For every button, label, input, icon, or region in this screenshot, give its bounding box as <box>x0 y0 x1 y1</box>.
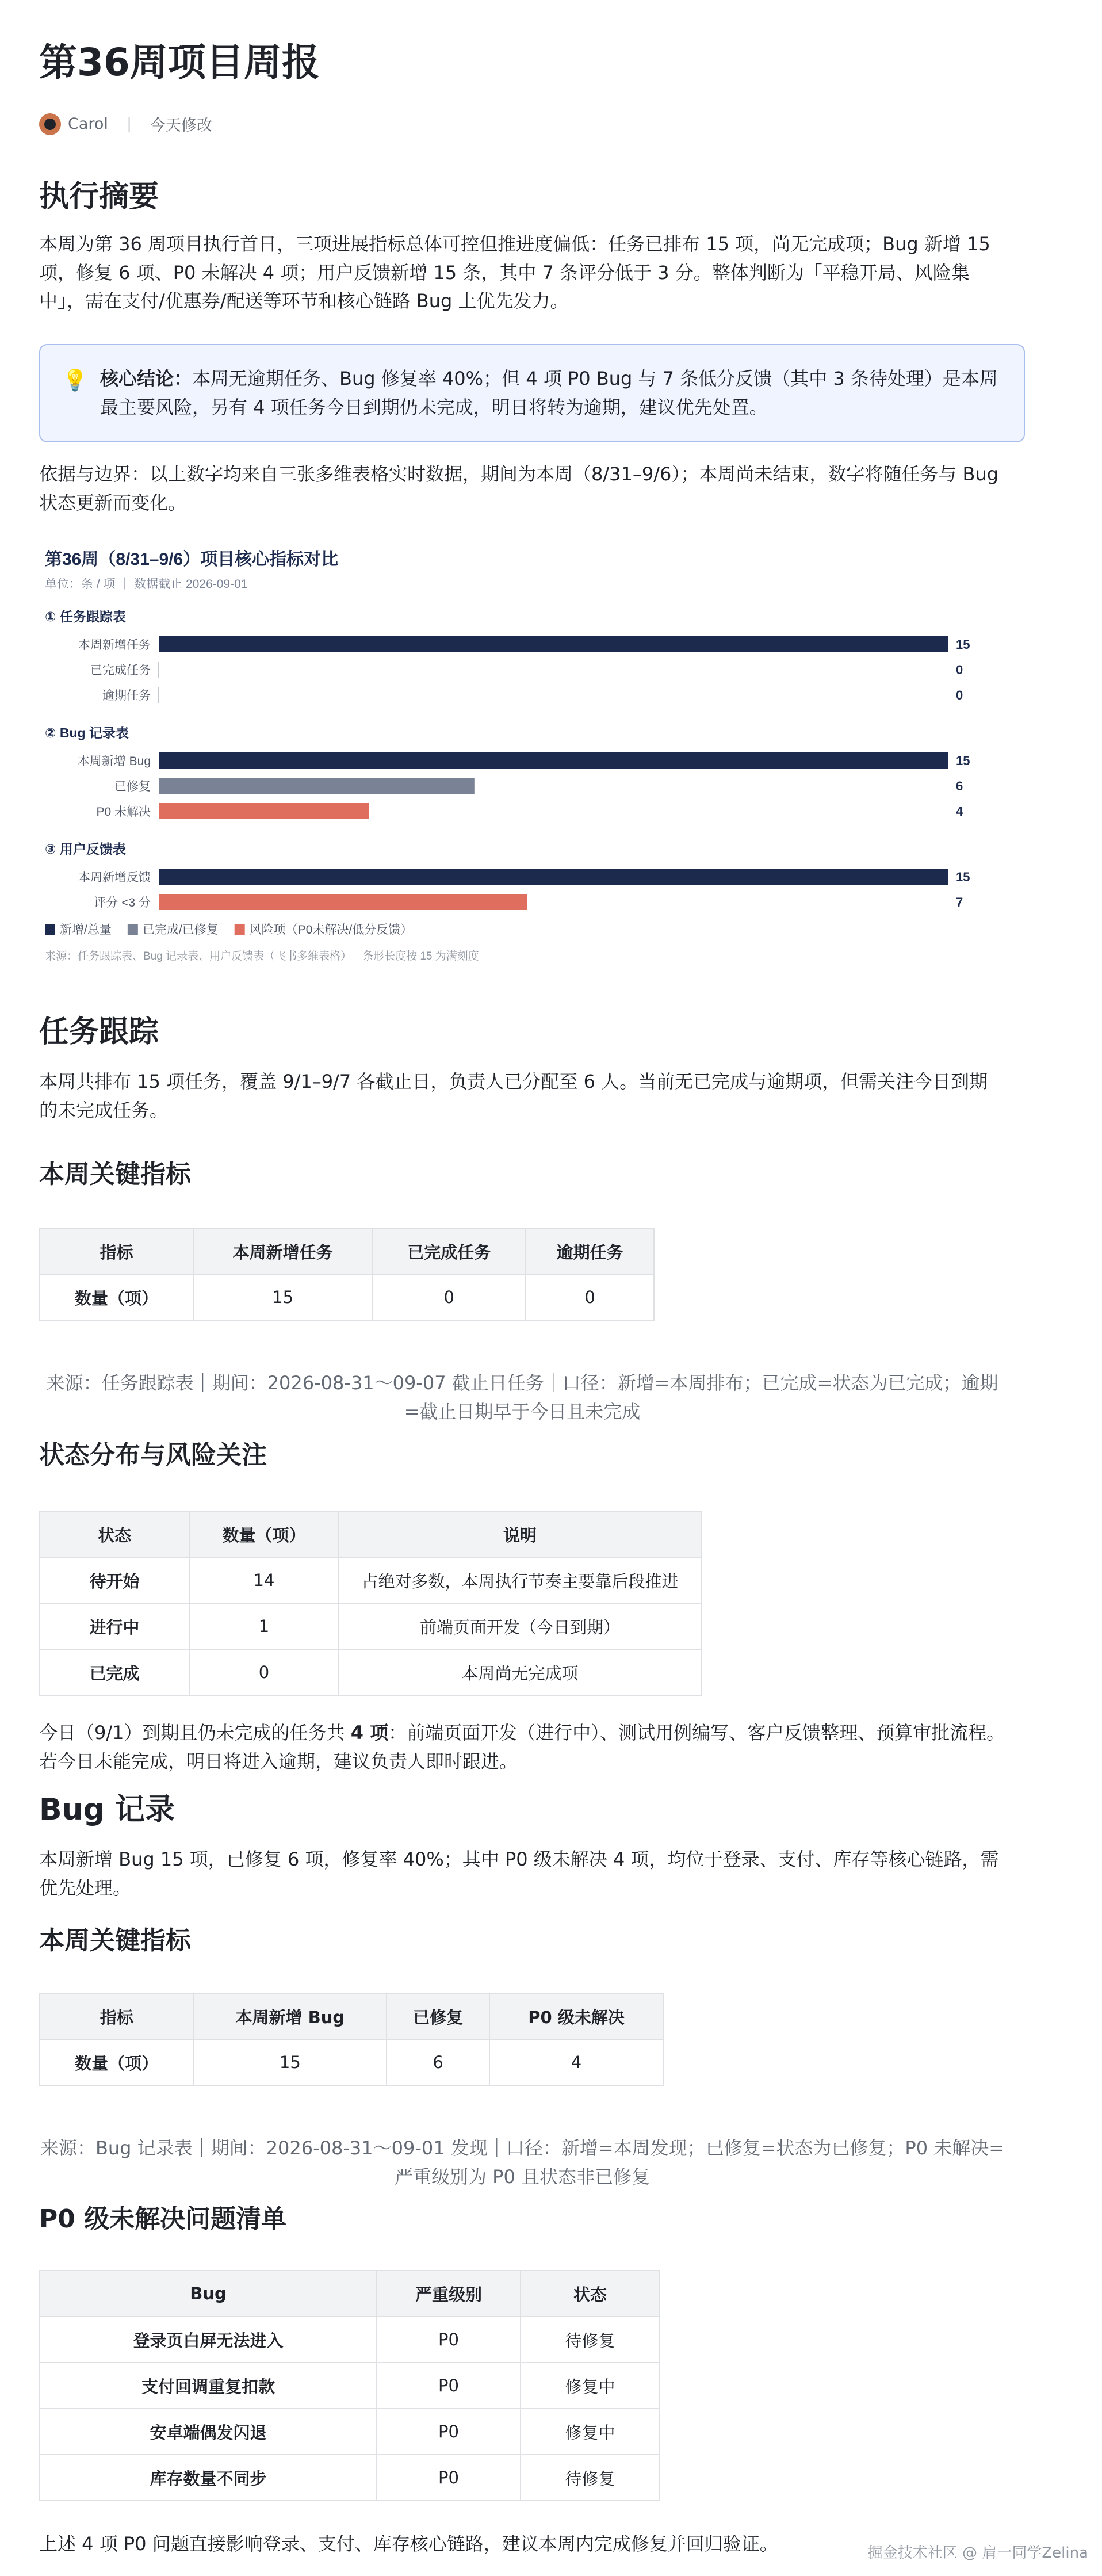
chart-category-label: P0 未解决 <box>96 805 151 819</box>
table-cell: 数量（项） <box>40 2039 194 2085</box>
chart-category-label: 已完成任务 <box>90 664 151 677</box>
table-header: 严重级别 <box>377 2271 521 2317</box>
tasks-source-note: 来源：任务跟踪表｜期间：2026-08-31～09-07 截止日任务｜口径：新增=本周排布；已完成=状态为已完成；逾期=截止日期早于今日且未完成 <box>46 1372 998 1423</box>
chart-legend-label: 风险项（P0未解决/低分反馈） <box>249 923 413 937</box>
chart-legend-label: 新增/总量 <box>60 923 112 937</box>
table-cell: 15 <box>193 1274 372 1320</box>
table-cell: 安卓端偶发闪退 <box>40 2409 377 2455</box>
table-row <box>40 2409 660 2455</box>
table-row <box>40 2455 660 2501</box>
table-cell: 进行中 <box>40 1603 189 1649</box>
table-cell: 登录页白屏无法进入 <box>40 2317 377 2363</box>
table-cell: P0 <box>377 2317 521 2363</box>
watermark: 掘金技术社区 @ 肩一同学Zelina <box>867 2544 1088 2562</box>
table-header-row <box>40 2271 660 2317</box>
table-row <box>40 2317 660 2363</box>
page-title: 第36周项目周报 <box>39 40 320 85</box>
chart-group-label: ① 任务跟踪表 <box>45 609 126 624</box>
table-cell: 待修复 <box>521 2455 660 2501</box>
section-heading-tasks: 任务跟踪 <box>39 1015 159 1049</box>
table-header: 本周新增任务 <box>193 1228 372 1274</box>
table-cell: 0 <box>189 1649 339 1695</box>
table-cell: P0 <box>377 2455 521 2501</box>
table-header: 状态 <box>521 2271 660 2317</box>
table-header: 说明 <box>339 1511 701 1557</box>
table-header-row <box>40 1228 654 1274</box>
chart-category-label: 本周新增任务 <box>78 639 151 652</box>
table-cell: 数量（项） <box>40 1274 193 1320</box>
chart-data-label: 0 <box>956 688 963 702</box>
chart-subtitle: 单位：条 / 项 ｜ 数据截止 2026-09-01 <box>45 578 248 591</box>
table-cell: 待开始 <box>40 1557 189 1603</box>
chart-category-label: 评分 <3 分 <box>94 896 151 909</box>
table-cell: 前端页面开发（今日到期） <box>339 1603 701 1649</box>
table-cell: P0 <box>377 2363 521 2409</box>
table-row <box>40 1557 701 1603</box>
bugs-intro: 本周新增 Bug 15 项，已修复 6 项，修复率 40%；其中 P0 级未解决 4 项，均位于登录、支付、库存等核心链路，需优先处理。 <box>39 1848 999 1899</box>
tasks-intro: 本周共排布 15 项任务，覆盖 9/1–9/7 各截止日，负责人已分配至 6 人。当前无已完成与逾期项，但需关注今日到期的未完成任务。 <box>39 1071 988 1121</box>
table-header: Bug <box>40 2271 377 2317</box>
table-cell: 0 <box>526 1274 654 1320</box>
callout-text: 本周无逾期任务、Bug 修复率 40%；但 4 项 P0 Bug 与 7 条低分反馈（其中 3 条待处理）是本周最主要风险，另有 4 项任务今日到期仍未完成，明日将转为逾期，建议优先处置。 <box>100 368 998 418</box>
chart-data-label: 15 <box>956 870 970 884</box>
table-row <box>40 2039 663 2085</box>
avatar[interactable] <box>39 113 61 135</box>
chart-title: 第36周（8/31–9/6）项目核心指标对比 <box>45 550 339 569</box>
chart-bar <box>159 803 369 819</box>
doc-meta <box>39 113 1005 135</box>
table-cell: 1 <box>189 1603 339 1649</box>
table-cell: 支付回调重复扣款 <box>40 2363 377 2409</box>
p0-bug-table <box>39 2270 660 2501</box>
modified-time: 今天修改 <box>150 117 213 135</box>
chart-bar <box>159 894 527 910</box>
chart-legend-swatch <box>45 924 55 935</box>
table-cell: 15 <box>194 2039 387 2085</box>
table-header-row <box>40 1511 701 1557</box>
table-cell: 本周尚无完成项 <box>339 1649 701 1695</box>
table-header-row <box>40 1993 663 2039</box>
due-today-paragraph <box>39 1719 1005 1776</box>
chart-bar <box>159 752 948 769</box>
section-heading-bugs: Bug 记录 <box>39 1793 175 1827</box>
table-cell: 修复中 <box>521 2363 660 2409</box>
chart-bar <box>159 778 475 794</box>
due-today-detail: ：前端页面开发（进行中）、测试用例编写、客户反馈整理、预算审批流程。若今日未能完成，明日将进入逾期，建议负责人即时跟进。 <box>39 1722 1005 1772</box>
chart-footnote: 来源：任务跟踪表、Bug 记录表、用户反馈表（飞书多维表格）｜条形长度按 15 为满刻度 <box>45 950 479 962</box>
chart-category-label: 本周新增 Bug <box>77 755 151 768</box>
table-cell: 占绝对多数，本周执行节奏主要靠后段推进 <box>339 1557 701 1603</box>
table-header: 逾期任务 <box>526 1228 654 1274</box>
chart-category-label: 已修复 <box>114 780 151 793</box>
chart-category-label: 逾期任务 <box>102 689 151 702</box>
bugs-source-note: 来源：Bug 记录表｜期间：2026-08-31～09-01 发现｜口径：新增=本周发现；已修复=状态为已修复；P0 未解决=严重级别为 P0 且状态非已修复 <box>40 2137 1005 2188</box>
table-cell: 库存数量不同步 <box>40 2455 377 2501</box>
due-today-prefix: 今日（9/1）到期且仍未完成的任务共 <box>39 1722 351 1744</box>
tasks-metrics-table <box>39 1228 655 1321</box>
chart-data-label: 0 <box>956 663 963 677</box>
table-header: P0 级未解决 <box>489 1993 663 2039</box>
table-cell: 已完成 <box>40 1649 189 1695</box>
author-name[interactable]: Carol <box>68 115 108 133</box>
chart-bar <box>159 869 948 885</box>
table-cell: 修复中 <box>521 2409 660 2455</box>
data-boundary-paragraph: 依据与边界：以上数字均来自三张多维表格实时数据，期间为本周（8/31–9/6）；本周尚未结束，数字将随任务与 Bug 状态更新而变化。 <box>39 463 999 514</box>
table-row <box>40 2363 660 2409</box>
summary-paragraph: 本周为第 36 周项目执行首日，三项进展指标总体可控但推进度偏低：任务已排布 15 项，尚无完成项；Bug 新增 15 项，修复 6 项、P0 未解决 4 项；用户反馈新增 15 条，其中 7 条评分低于 3 分。整体判断为「平稳开局、风险集中」，需在支付/优惠券/配送等环节和核心链路 Bug 上优先发力。 <box>39 233 990 312</box>
table-row <box>40 1603 701 1649</box>
chart-data-label: 7 <box>956 895 963 909</box>
table-cell: P0 <box>377 2409 521 2455</box>
key-conclusion-callout <box>39 344 1025 442</box>
table-header: 已修复 <box>387 1993 489 2039</box>
chart-data-label: 4 <box>956 804 963 819</box>
table-header: 数量（项） <box>189 1511 339 1557</box>
chart-group-label: ② Bug 记录表 <box>45 725 129 740</box>
bugs-metrics-table <box>39 1993 664 2086</box>
chart-data-label: 15 <box>956 754 970 768</box>
table-header: 本周新增 Bug <box>194 1993 387 2039</box>
table-header: 指标 <box>40 1993 194 2039</box>
table-header: 已完成任务 <box>372 1228 526 1274</box>
lightbulb-icon: 💡 <box>62 369 88 392</box>
table-cell: 4 <box>489 2039 663 2085</box>
meta-divider: | <box>126 115 132 133</box>
callout-label: 核心结论： <box>100 368 193 389</box>
table-row <box>40 1649 701 1695</box>
bugs-metrics-heading: 本周关键指标 <box>39 1926 191 1955</box>
section-heading-summary: 执行摘要 <box>39 179 159 214</box>
metrics-bar-chart <box>45 545 988 983</box>
chart-category-label: 本周新增反馈 <box>78 871 151 884</box>
p0-closing-paragraph: 上述 4 项 P0 问题直接影响登录、支付、库存核心链路，建议本周内完成修复并回归验证。 <box>39 2533 778 2555</box>
chart-data-label: 15 <box>956 637 970 652</box>
p0-list-heading: P0 级未解决问题清单 <box>39 2204 287 2234</box>
chart-data-label: 6 <box>956 779 963 793</box>
table-cell: 6 <box>387 2039 489 2085</box>
chart-legend-swatch <box>128 924 138 935</box>
chart-group-label: ③ 用户反馈表 <box>45 842 126 857</box>
table-cell: 14 <box>189 1557 339 1603</box>
table-header: 状态 <box>40 1511 189 1557</box>
table-row <box>40 1274 654 1320</box>
table-header: 指标 <box>40 1228 193 1274</box>
table-cell: 待修复 <box>521 2317 660 2363</box>
tasks-metrics-heading: 本周关键指标 <box>39 1160 191 1189</box>
status-distribution-heading: 状态分布与风险关注 <box>39 1440 267 1470</box>
status-distribution-table <box>39 1511 702 1696</box>
chart-bar <box>159 636 948 652</box>
table-cell: 0 <box>372 1274 526 1320</box>
due-today-count: 4 项 <box>350 1722 389 1744</box>
chart-legend-swatch <box>235 924 245 935</box>
chart-legend-label: 已完成/已修复 <box>142 923 219 937</box>
